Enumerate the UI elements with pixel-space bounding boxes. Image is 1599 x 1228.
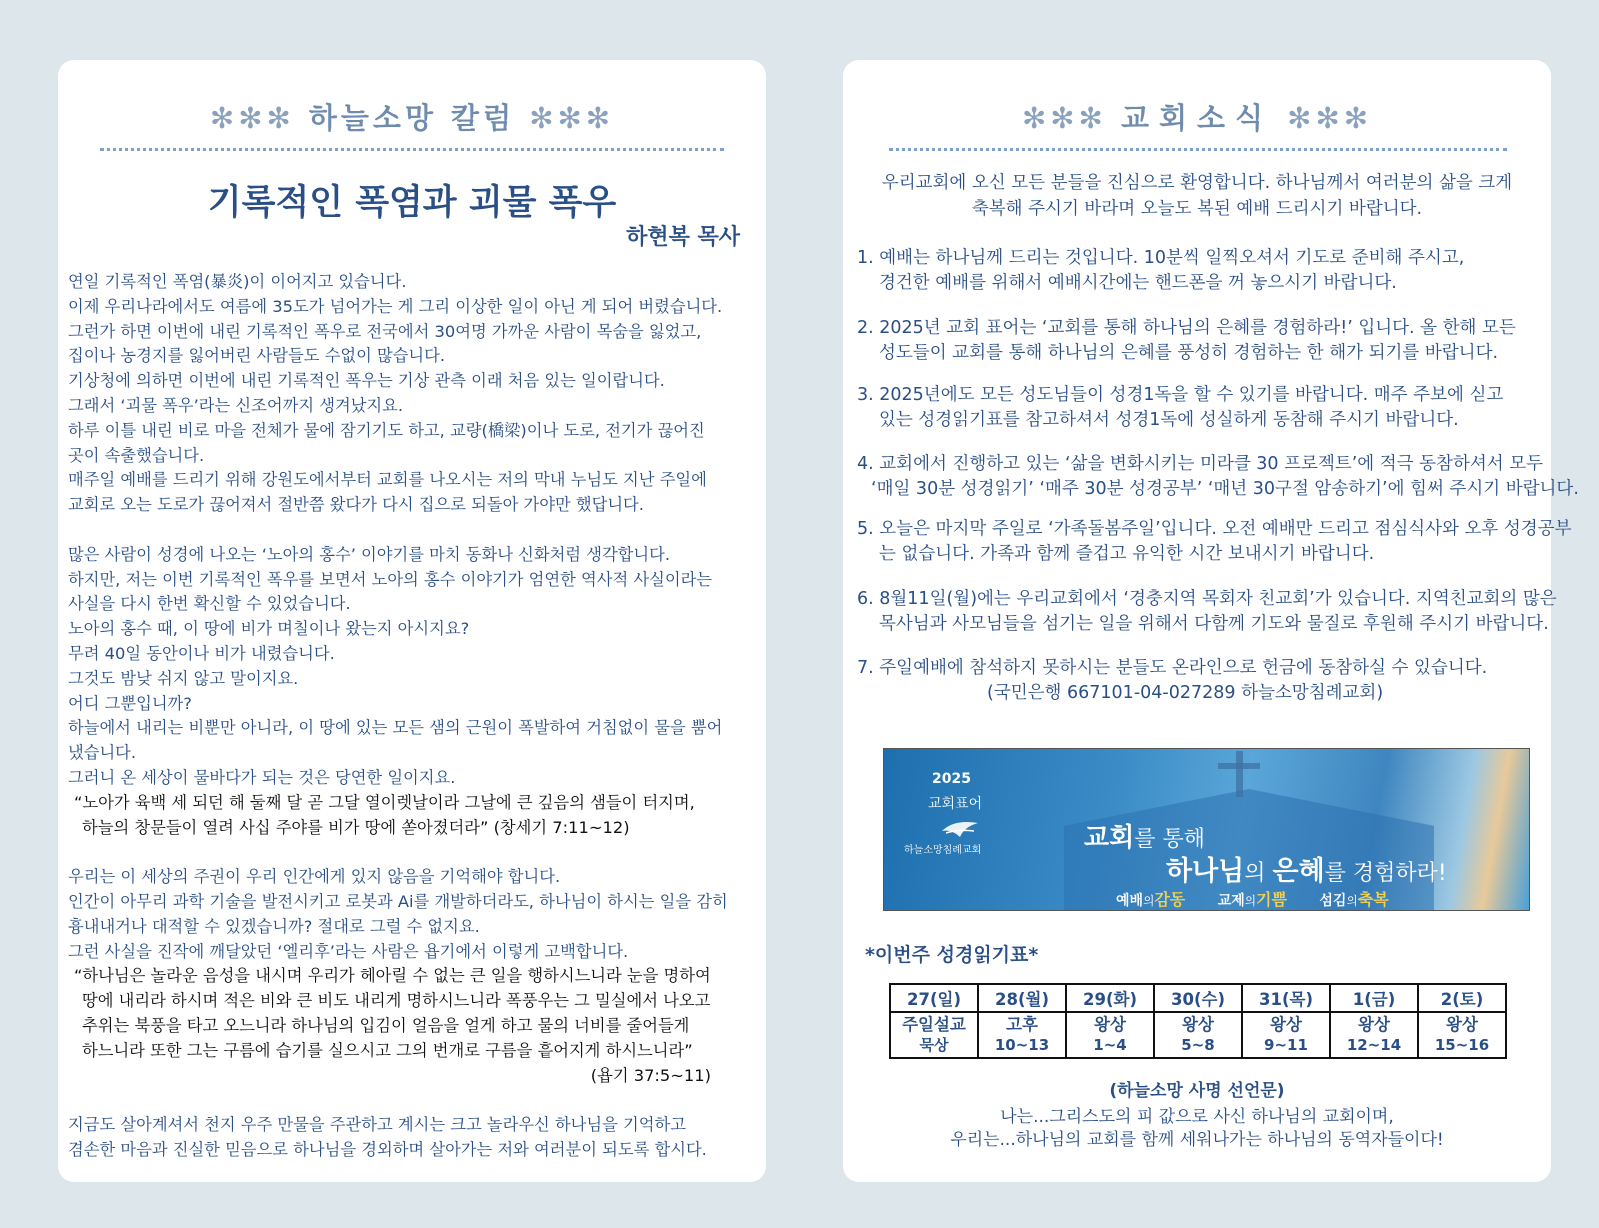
welcome-line: 우리교회에 오신 모든 분들을 진심으로 환영합니다. 하나님께서 여러분의 삶을 크게: [881, 173, 1513, 193]
news-item-1: [857, 246, 1547, 296]
bible-book: 왕상: [1358, 1015, 1390, 1034]
bible-chapters: 9~11: [1264, 1036, 1308, 1054]
title-decoration-right: ✻✻✻: [529, 101, 615, 135]
news-item-line: 1. 예배는 하나님께 드리는 것입니다. 10분씩 일찍오셔서 기도로 준비해 주시고,: [857, 248, 1465, 268]
banner-church-name: 하늘소망침례교회: [904, 845, 982, 856]
news-panel: [843, 60, 1579, 1182]
banner-text: 를 경험하라!: [1324, 861, 1447, 886]
bible-chapters: 12~14: [1346, 1036, 1402, 1054]
column-author: 하현복 목사: [626, 225, 740, 250]
news-item-line: 3. 2025년에도 모든 성도님들이 성경1독을 할 수 있기를 바랍니다. 매주 주보에 싣고: [857, 385, 1504, 405]
bible-day-header: 31(목): [1242, 984, 1330, 1012]
bible-reading-cell: [890, 1012, 978, 1058]
news-section-title-text: 교회소식: [1120, 101, 1274, 135]
bible-chapters: 1~4: [1093, 1036, 1127, 1054]
bible-reading-cell: [1066, 1012, 1154, 1058]
dove-logo-icon: [940, 817, 980, 839]
banner-text: 의: [1244, 861, 1273, 886]
news-item-line: 는 없습니다. 가족과 함께 즐겁고 유익한 시간 보내시기 바랍니다.: [879, 544, 1375, 564]
column-text-line: 냈습니다.: [68, 743, 137, 763]
bible-chapters: 묵상: [919, 1036, 949, 1054]
cross-icon-bar: [1218, 763, 1260, 769]
column-text-line: 하느니라 또한 그는 구름에 습기를 실으시고 그의 번개로 구름을 흩어지게 하시느니라”: [82, 1040, 693, 1060]
column-text-line: 하루 이틀 내린 비로 마을 전체가 물에 잠기기도 하고, 교량(橋梁)이나 도로, 전기가 끊어진: [68, 420, 705, 440]
cross-icon: [1236, 751, 1243, 797]
column-closing: [68, 1113, 763, 1163]
news-item-line: 2. 2025년 교회 표어는 ‘교회를 통해 하나님의 은혜를 경험하라!’ 입니다. 올 한해 모든: [857, 318, 1516, 338]
column-text-line: 지금도 살아계셔서 천지 우주 만물을 주관하고 계시는 크고 놀라우신 하나님을 기억하고: [68, 1115, 686, 1135]
column-text-line: 땅에 내리라 하시며 적은 비와 큰 비도 내리게 명하시느니라 폭풍우는 그 밀실에서 나오고: [82, 991, 711, 1011]
news-item-line: 목사님과 사모님들을 섬기는 일을 위해서 다함께 기도와 물질로 후원해 주시기 바랍니다.: [879, 614, 1549, 634]
bible-book: 왕상: [1270, 1015, 1302, 1034]
news-item-line: 성도들이 교회를 통해 하나님의 은혜를 풍성히 경험하는 한 해가 되기를 바랍니다.: [879, 343, 1499, 363]
bible-day-header: 30(수): [1154, 984, 1242, 1012]
bible-day-header: 27(일): [890, 984, 978, 1012]
news-item-4: [857, 452, 1579, 502]
title-decoration-right: ✻✻✻: [1287, 101, 1373, 135]
column-paragraph-group-2: [68, 865, 763, 964]
column-text-line: 하늘에서 내리는 비뿐만 아니라, 이 땅에 있는 모든 샘의 근원이 폭발하여 거침없이 물을 뿜어: [68, 718, 723, 738]
news-divider: [889, 148, 1507, 151]
column-spacer: [68, 518, 763, 543]
title-decoration-left: ✻✻✻: [209, 101, 295, 135]
column-body: [68, 270, 763, 1163]
news-welcome: [843, 170, 1551, 222]
column-text-line: 교회로 오는 도로가 끊어져서 절반쯤 왔다가 다시 집으로 되돌아 가야만 했답니다.: [68, 495, 644, 515]
news-item-line: 4. 교회에서 진행하고 있는 ‘삶을 변화시키는 미라클 30 프로젝트’에 적극 동참하셔서 모두: [857, 454, 1544, 474]
bible-reading-title: *이번주 성경읽기표*: [865, 944, 1039, 966]
bible-chapters: 15~16: [1434, 1036, 1490, 1054]
banner-tags: [1116, 887, 1417, 910]
news-item-line: ‘매일 30분 성경읽기’ ‘매주 30분 성경공부’ ‘매년 30구절 암송하기’에 힘써 주시기 바랍니다.: [871, 479, 1579, 499]
column-divider: [100, 148, 724, 151]
bible-book: 왕상: [1182, 1015, 1214, 1034]
banner-text: 를 통해: [1134, 827, 1205, 852]
banner-motto-line-2: [1166, 849, 1447, 888]
column-text-line: 그래서 ‘괴물 폭우’라는 신조어까지 생겨났지요.: [68, 395, 404, 415]
column-text-line: 그런 사실을 진작에 깨달았던 ‘엘리후’라는 사람은 욥기에서 이렇게 고백합니다.: [68, 941, 629, 961]
news-item-7: [857, 656, 1547, 706]
column-text-line: 사실을 다시 한번 확신할 수 있었습니다.: [68, 594, 351, 614]
banner-label: 교회표어: [928, 796, 983, 812]
bible-days-row: [890, 984, 1506, 1012]
column-panel: [58, 60, 766, 1182]
column-quote-job: [68, 964, 763, 1063]
column-text-line: 이제 우리나라에서도 여름에 35도가 넘어가는 게 그리 이상한 일이 아닌 게 되어 버렸습니다.: [68, 296, 723, 316]
column-text-line: 매주일 예배를 드리기 위해 강원도에서부터 교회를 나오시는 저의 막내 누님도 지난 주일에: [68, 470, 707, 490]
news-item-line: 경건한 예배를 위해서 예배시간에는 핸드폰을 꺼 놓으시기 바랍니다.: [879, 273, 1397, 293]
column-text-line: 그런가 하면 이번에 내린 기록적인 폭우로 전국에서 30여명 가까운 사람이 목숨을 잃었고,: [68, 321, 702, 341]
column-text-line: “하나님은 놀라운 음성을 내시며 우리가 헤아릴 수 없는 큰 일을 행하시느니라 눈을 명하여: [74, 966, 711, 986]
column-quote-job-reference: (욥기 37:5~11): [590, 1065, 711, 1085]
column-text-line: 기상청에 의하면 이번에 내린 기록적인 폭우는 기상 관측 이래 처음 있는 일이랍니다.: [68, 371, 665, 391]
news-item-6: [857, 587, 1557, 637]
mission-line: 우리는...하나님의 교회를 함께 세워나가는 하나님의 동역자들이다!: [950, 1130, 1444, 1150]
column-text-line: 많은 사람이 성경에 나오는 ‘노아의 홍수’ 이야기를 마치 동화나 신화처럼 생각합니다.: [68, 544, 671, 564]
bible-reading-table: [889, 983, 1507, 1059]
column-text-line: 하지만, 저는 이번 기록적인 폭우를 보면서 노아의 홍수 이야기가 엄연한 역사적 사실이라는: [68, 569, 713, 589]
banner-tag-fellowship: 교제의기쁨: [1217, 890, 1287, 909]
bible-reading-cell: [1242, 1012, 1330, 1058]
column-headline: 기록적인 폭염과 괴물 폭우: [207, 183, 617, 223]
bible-reading-cell: [978, 1012, 1066, 1058]
bible-day-header: 28(월): [978, 984, 1066, 1012]
news-item-3: [857, 383, 1547, 433]
bible-day-header: 2(토): [1418, 984, 1506, 1012]
news-item-line: 5. 오늘은 마지막 주일로 ‘가족돌봄주일’입니다. 오전 예배만 드리고 점심식사와 오후 성경공부: [857, 519, 1572, 539]
column-text-line: 무려 40일 동안이나 비가 내렸습니다.: [68, 643, 335, 663]
column-text-line: 노아의 홍수 때, 이 땅에 비가 며칠이나 왔는지 아시지요?: [68, 619, 470, 639]
bible-reading-cell: [1418, 1012, 1506, 1058]
news-section-title: [843, 96, 1551, 137]
column-text-line: 집이나 농경지를 잃어버린 사람들도 수없이 많습니다.: [68, 346, 446, 366]
bible-day-header: 29(화): [1066, 984, 1154, 1012]
column-text-line: 흉내내거나 대적할 수 있겠습니까? 절대로 그럴 수 없지요.: [68, 916, 480, 936]
banner-year: 2025: [932, 771, 971, 787]
bible-book: 고후: [1006, 1015, 1038, 1034]
news-item-line: 7. 주일예배에 참석하지 못하시는 분들도 온라인으로 헌금에 동참하실 수 있습니다.: [857, 658, 1488, 678]
bible-chapters: 10~13: [994, 1036, 1050, 1054]
news-item-2: [857, 316, 1547, 366]
column-text-line: 그러니 온 세상이 물바다가 되는 것은 당연한 일이지요.: [68, 767, 456, 787]
column-spacer: [68, 840, 763, 865]
column-text-line: 우리는 이 세상의 주권이 우리 인간에게 있지 않음을 기억해야 합니다.: [68, 867, 561, 887]
banner-tag-service: 섬김의축복: [1319, 890, 1389, 909]
column-text-line: 곳이 속출했습니다.: [68, 445, 205, 465]
column-text-line: 그것도 밤낮 쉬지 않고 말이지요.: [68, 668, 299, 688]
column-text-line: 추위는 북풍을 타고 오느니라 하나님의 입김이 얼음을 얼게 하고 물의 너비를 줄어들게: [82, 1015, 690, 1035]
column-text-line: 겸손한 마음과 진실한 믿음으로 하나님을 경외하며 살아가는 저와 여러분이 되도록 합시다.: [68, 1139, 707, 1159]
bible-book: 주일설교: [902, 1015, 966, 1034]
banner-word-grace: 은혜: [1272, 856, 1325, 887]
bible-reading-cell: [1154, 1012, 1242, 1058]
bible-reading-cell: [1330, 1012, 1418, 1058]
banner-tag-worship: 예배의감동: [1116, 890, 1186, 909]
column-paragraph-group-1: [68, 270, 763, 791]
bible-day-header: 1(금): [1330, 984, 1418, 1012]
column-quote-genesis: [68, 791, 763, 841]
title-decoration-left: ✻✻✻: [1021, 101, 1107, 135]
column-text-line: 하늘의 창문들이 열려 사십 주야를 비가 땅에 쏟아졌더라” (창세기 7:11~12): [82, 817, 630, 837]
column-section-title: [58, 96, 766, 137]
column-text-line: 인간이 아무리 과학 기술을 발전시키고 로봇과 Ai를 개발하더라도, 하나님이 하시는 일을 감히: [68, 891, 728, 911]
news-item-line: 6. 8월11일(월)에는 우리교회에서 ‘경충지역 목회자 친교회’가 있습니다. 지역친교회의 많은: [857, 589, 1557, 609]
banner-word-church: 교회: [1084, 823, 1135, 853]
column-text-line: “노아가 육백 세 되던 해 둘째 달 곧 그달 열이렛날이라 그날에 큰 깊음의 샘들이 터지며,: [74, 792, 695, 812]
banner-word-god: 하나님: [1166, 856, 1245, 887]
news-item-line: 있는 성경읽기표를 참고하셔서 성경1독에 성실하게 동참해 주시기 바랍니다.: [879, 410, 1459, 430]
column-text-line: 연일 기록적인 폭염(暴炎)이 이어지고 있습니다.: [68, 272, 407, 291]
news-item-bank-account: (국민은행 667101-04-027289 하늘소망침례교회): [987, 683, 1384, 703]
mission-line: 나는...그리스도의 피 값으로 사신 하나님의 교회이며,: [1000, 1107, 1394, 1127]
column-text-line: 어디 그뿐입니까?: [68, 693, 192, 713]
bible-book: 왕상: [1446, 1015, 1478, 1034]
bible-book: 왕상: [1094, 1015, 1126, 1034]
column-spacer: [68, 1088, 763, 1113]
mission-statement-body: [843, 1106, 1551, 1152]
column-section-title-text: 하늘소망 칼럼: [308, 101, 516, 135]
news-item-5: [857, 517, 1572, 567]
mission-statement-title: (하늘소망 사명 선언문): [1109, 1081, 1285, 1101]
bible-chapters: 5~8: [1181, 1036, 1215, 1054]
welcome-line: 축복해 주시기 바라며 오늘도 복된 예배 드리시기 바랍니다.: [971, 199, 1423, 219]
bible-books-row: [890, 1012, 1506, 1058]
church-motto-banner: [883, 748, 1530, 911]
